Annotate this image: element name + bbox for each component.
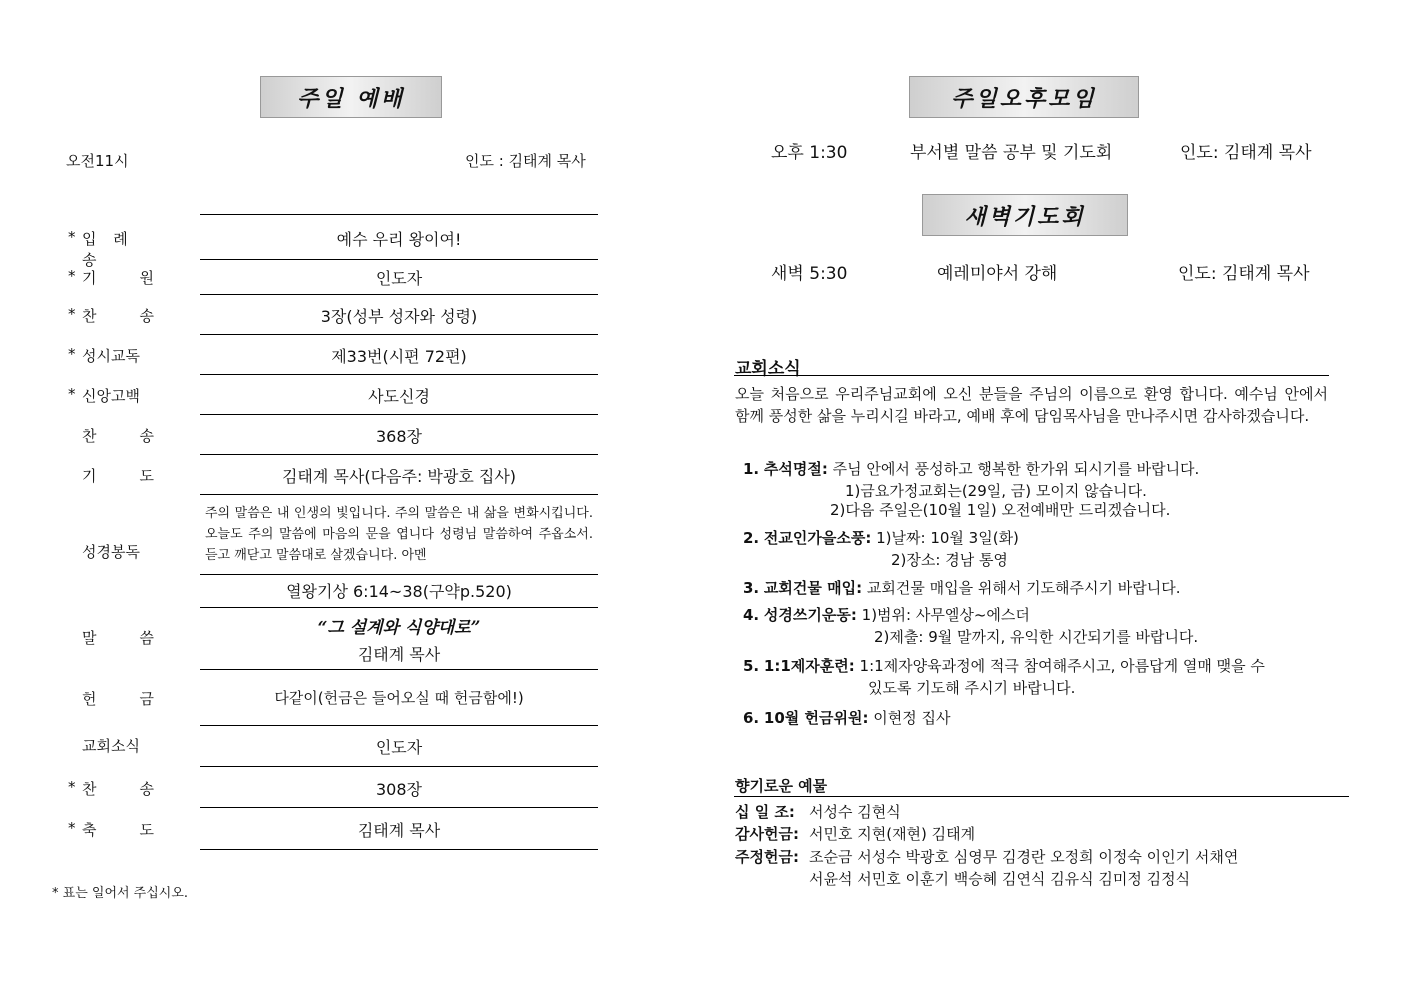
sermon-title: “그 설계와 식양대로” <box>317 618 481 638</box>
dawn-time: 새벽 5:30 <box>771 264 848 284</box>
divider <box>200 414 598 415</box>
order-content-0: 예수 우리 왕이여! <box>336 230 462 249</box>
divider <box>200 849 598 850</box>
divider <box>200 574 598 575</box>
standing-footnote: * 표는 일어서 주십시오. <box>52 886 189 901</box>
order-content-6: 김태계 목사(다음주: 박광호 집사) <box>281 467 517 486</box>
news-item-1-line-2: 1)금요가정교회는(29일, 금) 모이지 않습니다. <box>845 482 1147 500</box>
divider <box>200 214 598 215</box>
order-content-1: 인도자 <box>375 269 423 288</box>
news-item-2-line-2: 2)장소: 경남 통영 <box>891 551 1008 569</box>
order-content-13: 김태계 목사 <box>357 821 441 840</box>
worship-leader: 인도 : 김태계 목사 <box>465 152 586 170</box>
news-divider <box>734 375 1329 376</box>
label-char-a: 기 <box>82 269 97 287</box>
offering-heading: 향기로운 예물 <box>735 777 828 795</box>
dawn-leader: 인도: 김태계 목사 <box>1178 264 1310 284</box>
divider <box>200 334 598 335</box>
divider <box>200 259 598 260</box>
afternoon-title-banner <box>909 76 1139 118</box>
divider <box>200 807 598 808</box>
dawn-title-banner <box>922 194 1128 236</box>
news-intro: 오늘 처음으로 우리주님교회에 오신 분들을 주님의 이름으로 환영 합니다. 예수님 안에서 함께 풍성한 삶을 누리시길 바라고, 예배 후에 담임목사님을 만나주시면 감사하겠습니다. <box>735 385 1328 425</box>
afternoon-desc: 부서별 말씀 공부 및 기도회 <box>910 143 1113 163</box>
divider <box>200 294 598 295</box>
dawn-desc: 예레미야서 강해 <box>937 264 1058 284</box>
offering-row-tithe: 십 일 조: 서성수 김현식 <box>735 803 901 821</box>
order-content-3: 제33번(시편 72편) <box>331 347 467 366</box>
divider <box>200 374 598 375</box>
news-item-4-line-2: 2)제출: 9월 말까지, 유익한 시간되기를 바랍니다. <box>874 628 1199 646</box>
divider <box>200 669 598 670</box>
afternoon-title: 주일오후모임 <box>951 86 1097 112</box>
news-item-1: 1. 추석명절: 주님 안에서 풍성하고 행복한 한가위 되시기를 바랍니다. <box>743 460 1200 478</box>
news-item-2: 2. 전교인가을소풍: 1)날짜: 10월 3일(화) <box>743 529 1019 547</box>
offering-row-thanks: 감사헌금: 서민호 지현(재현) 김태계 <box>735 825 976 843</box>
news-item-3: 3. 교회건물 매입: 교회건물 매입을 위해서 기도해주시기 바랍니다. <box>743 579 1181 597</box>
worship-title: 주일 예배 <box>297 86 405 112</box>
divider <box>200 454 598 455</box>
order-content-11: 인도자 <box>375 738 423 757</box>
offering-row-regular-cont: 서윤석 서민호 이훈기 백승혜 김연식 김유식 김미정 김정식 <box>809 870 1191 888</box>
divider <box>200 494 598 495</box>
order-content-12: 308장 <box>376 780 422 799</box>
order-content-10: 다같이(헌금은 들어오실 때 헌금함에!) <box>274 689 524 707</box>
scripture-reading-text: 주의 말씀은 내 인생의 빛입니다. 주의 말씀은 내 삶을 변화시킵니다. 오늘도 주의 말씀에 마음의 문을 엽니다 성령님 말씀하여 주옵소서. 듣고 깨닫고 말씀대로 살겠습니다. 아멘 <box>205 506 593 563</box>
afternoon-time: 오후 1:30 <box>771 143 848 163</box>
news-item-4: 4. 성경쓰기운동: 1)범위: 사무엘상~에스더 <box>743 606 1030 624</box>
news-heading: 교회소식 <box>735 359 801 379</box>
order-content-4: 사도신경 <box>368 387 430 406</box>
worship-title-banner <box>260 76 442 118</box>
news-item-1-line-3: 2)다음 주일은(10월 1일) 오전예배만 드리겠습니다. <box>830 501 1171 519</box>
offering-row-regular: 주정헌금: 조순금 서성수 박광호 심영무 김경란 오정희 이정숙 이인기 서채연 <box>735 848 1239 866</box>
afternoon-leader: 인도: 김태계 목사 <box>1180 143 1312 163</box>
label-char-b: 원 <box>139 269 154 287</box>
news-item-5-line-2: 있도록 기도해 주시기 바랍니다. <box>868 679 1076 697</box>
sermon-preacher: 김태계 목사 <box>357 645 441 664</box>
divider <box>200 725 598 726</box>
worship-time: 오전11시 <box>66 152 129 170</box>
scripture-reference: 열왕기상 6:14~38(구약p.520) <box>286 582 512 601</box>
divider <box>200 766 598 767</box>
news-item-6: 6. 10월 헌금위원: 이현정 집사 <box>743 709 951 727</box>
order-content-2: 3장(성부 성자와 성령) <box>320 307 478 326</box>
order-content-5: 368장 <box>376 427 422 446</box>
offering-divider <box>734 796 1349 797</box>
dawn-title: 새벽기도회 <box>964 204 1086 230</box>
news-item-5: 5. 1:1제자훈련: 1:1제자양육과정에 적극 참여해주시고, 아름답게 열매 맺을 수 <box>743 657 1265 675</box>
divider <box>200 607 598 608</box>
